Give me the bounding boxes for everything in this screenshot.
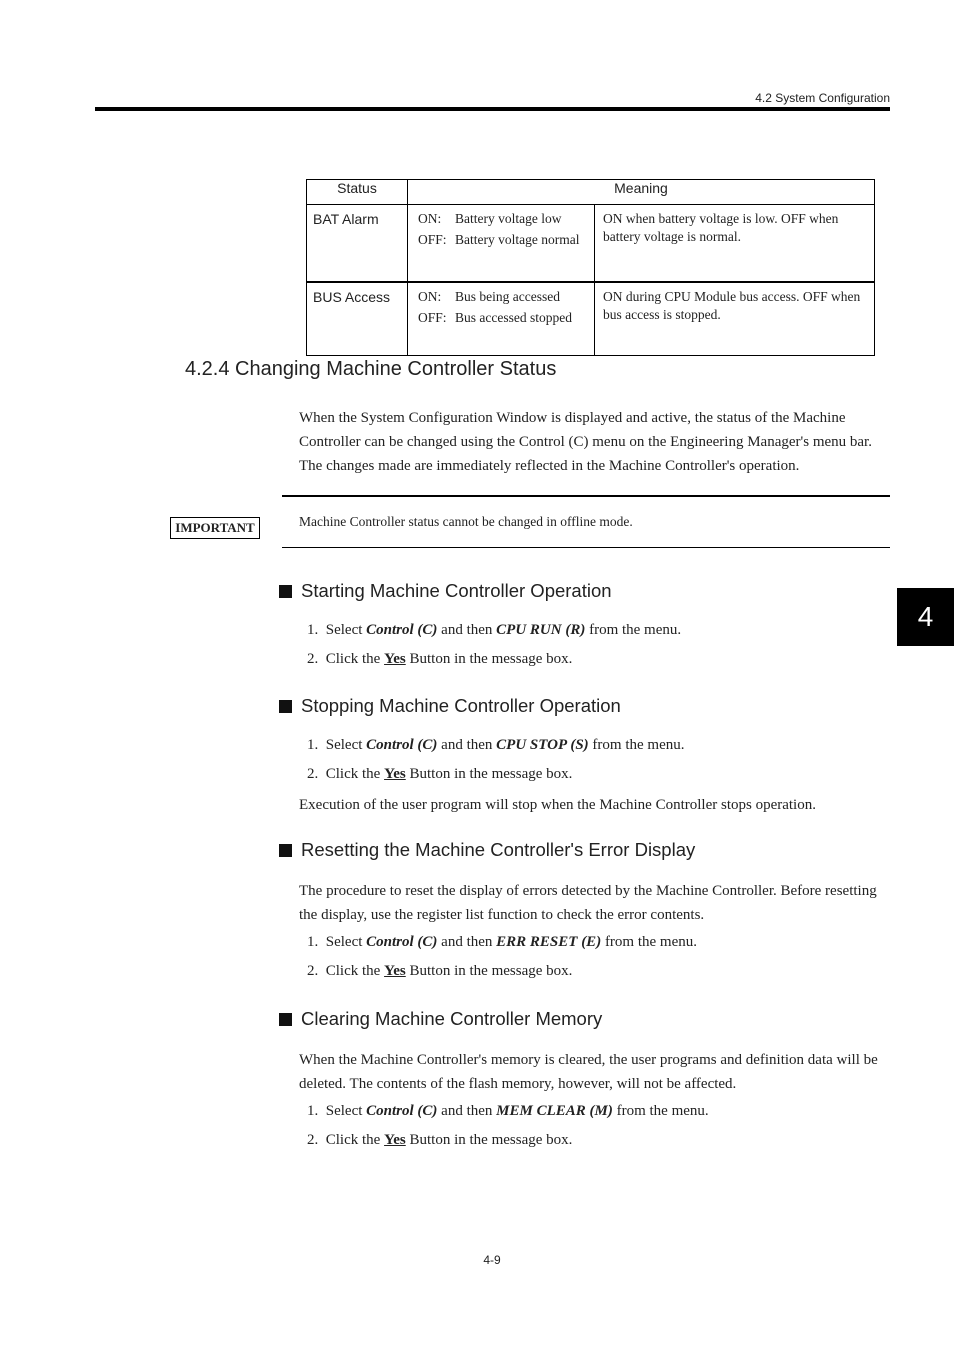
- table-header-row: [307, 180, 875, 205]
- yes-button-name: Yes: [384, 651, 406, 667]
- square-bullet-icon: [279, 700, 292, 713]
- off-text: Battery voltage normal: [455, 232, 580, 247]
- list-item: [307, 651, 572, 668]
- command-name: ERR RESET (E): [496, 934, 602, 950]
- important-rule-top: [282, 495, 890, 497]
- on-off-cell: [408, 205, 595, 283]
- subsection-note: Execution of the user program will stop when the Machine Controller stops operation.: [299, 797, 816, 813]
- command-name: CPU STOP (S): [496, 737, 589, 753]
- off-text: Bus accessed stopped: [455, 310, 572, 325]
- meaning-cell: ON during CPU Module bus access. OFF when bus access is stopped.: [595, 282, 875, 356]
- step-text: from the menu.: [616, 1103, 709, 1119]
- list-item: [307, 766, 572, 783]
- subsection-title: Starting Machine Controller Operation: [301, 580, 612, 601]
- step-number: 1.: [307, 737, 319, 753]
- subsection-title: Resetting the Machine Controller's Error Display: [301, 839, 696, 860]
- step-number: 1.: [307, 1103, 319, 1119]
- status-table: [306, 179, 875, 356]
- yes-button-name: Yes: [384, 766, 406, 782]
- step-text: from the menu.: [589, 622, 682, 638]
- list-item: [307, 622, 681, 639]
- important-label: IMPORTANT: [170, 517, 260, 539]
- important-rule-bottom: [282, 547, 890, 548]
- square-bullet-icon: [279, 1013, 292, 1026]
- status-cell: BAT Alarm: [307, 205, 408, 283]
- step-text: Button in the message box.: [409, 1132, 573, 1148]
- header-rule: [95, 107, 890, 111]
- running-head: 4.2 System Configuration: [755, 91, 890, 105]
- step-text: Click the: [325, 766, 381, 782]
- step-number: 2.: [307, 651, 319, 667]
- step-text: and then: [441, 1103, 493, 1119]
- menu-name: Control (C): [366, 934, 438, 950]
- important-text: Machine Controller status cannot be changed in offline mode.: [299, 514, 633, 529]
- step-text: Select: [325, 934, 363, 950]
- list-item: [307, 1103, 709, 1120]
- step-number: 2.: [307, 1132, 319, 1148]
- step-number: 2.: [307, 963, 319, 979]
- subsection-intro: When the Machine Controller's memory is cleared, the user programs and definition data will be deleted. The contents of the flash memory, however, will not be affected.: [299, 1052, 878, 1092]
- column-header-meaning: Meaning: [408, 180, 875, 205]
- step-text: and then: [441, 934, 493, 950]
- square-bullet-icon: [279, 585, 292, 598]
- on-text: Bus being accessed: [455, 289, 560, 304]
- on-key: ON:: [418, 211, 442, 226]
- step-number: 1.: [307, 934, 319, 950]
- step-text: Click the: [325, 963, 381, 979]
- step-text: from the menu.: [604, 934, 697, 950]
- table-row: [307, 282, 875, 356]
- step-text: Button in the message box.: [409, 963, 573, 979]
- subsection-title: Stopping Machine Controller Operation: [301, 695, 621, 716]
- step-text: Click the: [325, 1132, 381, 1148]
- list-item: [307, 1132, 572, 1149]
- list-item: [307, 963, 572, 980]
- off-key: OFF:: [418, 232, 447, 247]
- page-number: 4-9: [483, 1253, 501, 1267]
- step-text: Select: [325, 737, 363, 753]
- table-row: [307, 205, 875, 283]
- step-text: Click the: [325, 651, 381, 667]
- meaning-cell: ON when battery voltage is low. OFF when battery voltage is normal.: [595, 205, 875, 283]
- step-text: and then: [441, 622, 493, 638]
- step-text: Button in the message box.: [409, 766, 573, 782]
- yes-button-name: Yes: [384, 1132, 406, 1148]
- subsection-intro: The procedure to reset the display of errors detected by the Machine Controller. Before resetting the display, use the register list function to check the error contents.: [299, 883, 877, 923]
- chapter-tab: 4: [897, 588, 954, 646]
- step-number: 2.: [307, 766, 319, 782]
- subsection-heading: [279, 1008, 602, 1030]
- step-text: Select: [325, 1103, 363, 1119]
- command-name: MEM CLEAR (M): [496, 1103, 613, 1119]
- step-number: 1.: [307, 622, 319, 638]
- subsection-heading: [279, 580, 612, 602]
- off-key: OFF:: [418, 310, 447, 325]
- step-text: and then: [441, 737, 493, 753]
- on-off-cell: [408, 282, 595, 356]
- menu-name: Control (C): [366, 737, 438, 753]
- step-text: Button in the message box.: [409, 651, 573, 667]
- section-intro: When the System Configuration Window is displayed and active, the status of the Machine Controller can be changed using the Control (C) menu on the Engineering Manager's menu bar. The changes made are immediately reflected in the Machine Controller's operation.: [299, 410, 872, 474]
- list-item: [307, 737, 684, 754]
- on-key: ON:: [418, 289, 442, 304]
- step-text: Select: [325, 622, 363, 638]
- on-text: Battery voltage low: [455, 211, 562, 226]
- menu-name: Control (C): [366, 1103, 438, 1119]
- command-name: CPU RUN (R): [496, 622, 586, 638]
- subsection-heading: [279, 839, 695, 861]
- menu-name: Control (C): [366, 622, 438, 638]
- subsection-title: Clearing Machine Controller Memory: [301, 1008, 603, 1029]
- list-item: [307, 934, 697, 951]
- subsection-heading: [279, 695, 621, 717]
- column-header-status: Status: [307, 180, 408, 205]
- section-title: 4.2.4 Changing Machine Controller Status: [185, 358, 557, 380]
- yes-button-name: Yes: [384, 963, 406, 979]
- square-bullet-icon: [279, 844, 292, 857]
- status-cell: BUS Access: [307, 282, 408, 356]
- step-text: from the menu.: [592, 737, 685, 753]
